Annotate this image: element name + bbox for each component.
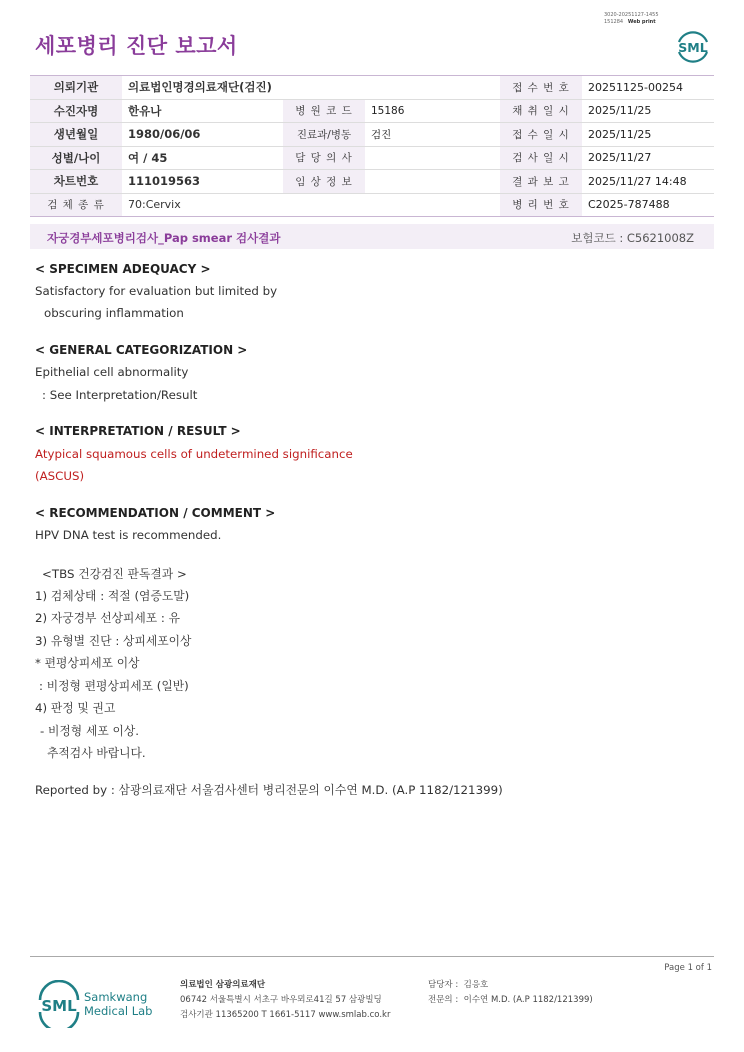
tbs-line: 2) 자궁경부 선상피세포 : 유: [35, 611, 181, 625]
footer-contact: 검사기관 11365200 T 1661-5117 www.smlab.co.kr: [180, 1010, 391, 1020]
info-label: 병 원 코 드: [283, 99, 365, 123]
info-row: [30, 146, 714, 170]
info-value: 의료법인명경의료재단(검진): [122, 76, 500, 100]
tbs-line: 추적검사 바랍니다.: [47, 746, 146, 760]
info-value: 70:Cervix: [122, 193, 500, 217]
footer-divider: [30, 956, 714, 957]
info-row: [30, 99, 714, 123]
interpretation-result: Atypical squamous cells of undetermined significance: [35, 447, 353, 461]
test-name: 자궁경부세포병리검사_Pap smear 검사결과: [47, 231, 281, 245]
general-text: Epithelial cell abnormality: [35, 365, 189, 379]
info-label: 접 수 일 시: [500, 123, 582, 147]
print-sub: [604, 19, 659, 26]
samkwang-logo: [36, 980, 156, 1028]
recommendation-text: HPV DNA test is recommended.: [35, 528, 222, 542]
info-label: 병 리 번 호: [500, 193, 582, 217]
footer-staff-block: [428, 978, 593, 1008]
interpretation-result-abbrev: (ASCUS): [35, 469, 85, 483]
report-title: 세포병리 진단 보고서: [35, 34, 238, 58]
footer-specialist: [428, 993, 593, 1008]
patient-info-table: [30, 75, 714, 217]
info-row: [30, 170, 714, 194]
info-value: 111019563: [122, 170, 283, 194]
info-label: 수진자명: [30, 99, 122, 123]
specialist-name: 이수연 M.D. (A.P 1182/121399): [463, 995, 593, 1005]
info-value: [365, 170, 500, 194]
info-row: [30, 193, 714, 217]
info-value: 2025/11/27 14:48: [582, 170, 714, 194]
print-meta: [604, 12, 659, 25]
staff-label: 담당자 :: [428, 980, 459, 990]
footer-staff: [428, 978, 593, 993]
specialist-label: 전문의 :: [428, 995, 459, 1005]
info-label: 검 체 종 류: [30, 193, 122, 217]
reported-by: Reported by : 삼광의료재단 서울검사센터 병리전문의 이수연 M.D. (A.P 1182/121399): [35, 783, 503, 797]
info-label: 결 과 보 고: [500, 170, 582, 194]
adequacy-text: obscuring inflammation: [44, 306, 184, 320]
info-value: 2025/11/25: [582, 123, 714, 147]
info-value: 여 / 45: [122, 146, 283, 170]
info-label: 차트번호: [30, 170, 122, 194]
samkwang-logo-sml: SML: [41, 997, 77, 1015]
footer-org: 의료법인 삼광의료재단: [180, 980, 266, 990]
info-value: 20251125-00254: [582, 76, 714, 100]
tbs-line: - 비정형 세포 이상.: [40, 724, 140, 738]
info-label: 의뢰기관: [30, 76, 122, 100]
print-code: 151284: [604, 18, 624, 25]
samkwang-logo-line2: Medical Lab: [84, 1004, 153, 1018]
adequacy-text: Satisfactory for evaluation but limited by: [35, 284, 278, 298]
info-value: 검진: [365, 123, 500, 147]
recommendation-heading: < RECOMMENDATION / COMMENT >: [35, 506, 276, 520]
tbs-line: 1) 검체상태 : 적절 (염증도말): [35, 589, 190, 603]
sml-logo-text: SML: [678, 40, 708, 55]
tbs-line: * 편평상피세포 이상: [35, 656, 140, 670]
info-row: [30, 76, 714, 100]
info-value: 2025/11/25: [582, 99, 714, 123]
info-label: 담 당 의 사: [283, 146, 365, 170]
info-row: [30, 123, 714, 147]
footer-org-block: [180, 978, 390, 1023]
general-text: : See Interpretation/Result: [42, 388, 198, 402]
samkwang-logo-line1: Samkwang: [84, 990, 148, 1004]
info-value: 15186: [365, 99, 500, 123]
sml-logo: [674, 28, 712, 64]
info-label: 진료과/병동: [283, 123, 365, 147]
specimen-adequacy-heading: < SPECIMEN ADEQUACY >: [35, 262, 211, 276]
tbs-line: 3) 유형별 진단 : 상피세포이상: [35, 634, 192, 648]
print-id: 3020-20251127-1455: [604, 12, 659, 18]
info-label: 검 사 일 시: [500, 146, 582, 170]
info-value: C2025-787488: [582, 193, 714, 217]
tbs-heading: <TBS 건강검진 판독결과 >: [42, 567, 187, 581]
page-number: Page 1 of 1: [664, 963, 712, 973]
insurance-code: 보험코드 : C5621008Z: [571, 231, 694, 245]
info-value: 1980/06/06: [122, 123, 283, 147]
info-value: 2025/11/27: [582, 146, 714, 170]
info-label: 생년월일: [30, 123, 122, 147]
info-label: 접 수 번 호: [500, 76, 582, 100]
info-value: [365, 146, 500, 170]
web-print-label: Web print: [627, 18, 656, 25]
info-label: 채 취 일 시: [500, 99, 582, 123]
staff-name: 김응호: [463, 980, 489, 990]
info-label: 성별/나이: [30, 146, 122, 170]
general-categorization-heading: < GENERAL CATEGORIZATION >: [35, 343, 248, 357]
info-value: 한유나: [122, 99, 283, 123]
tbs-line: : 비정형 편평상피세포 (일반): [39, 679, 189, 693]
info-label: 임 상 정 보: [283, 170, 365, 194]
footer-address: 06742 서울특별시 서초구 바우뫼로41길 57 삼광빌딩: [180, 995, 382, 1005]
interpretation-heading: < INTERPRETATION / RESULT >: [35, 424, 241, 438]
tbs-line: 4) 판정 및 권고: [35, 701, 116, 715]
